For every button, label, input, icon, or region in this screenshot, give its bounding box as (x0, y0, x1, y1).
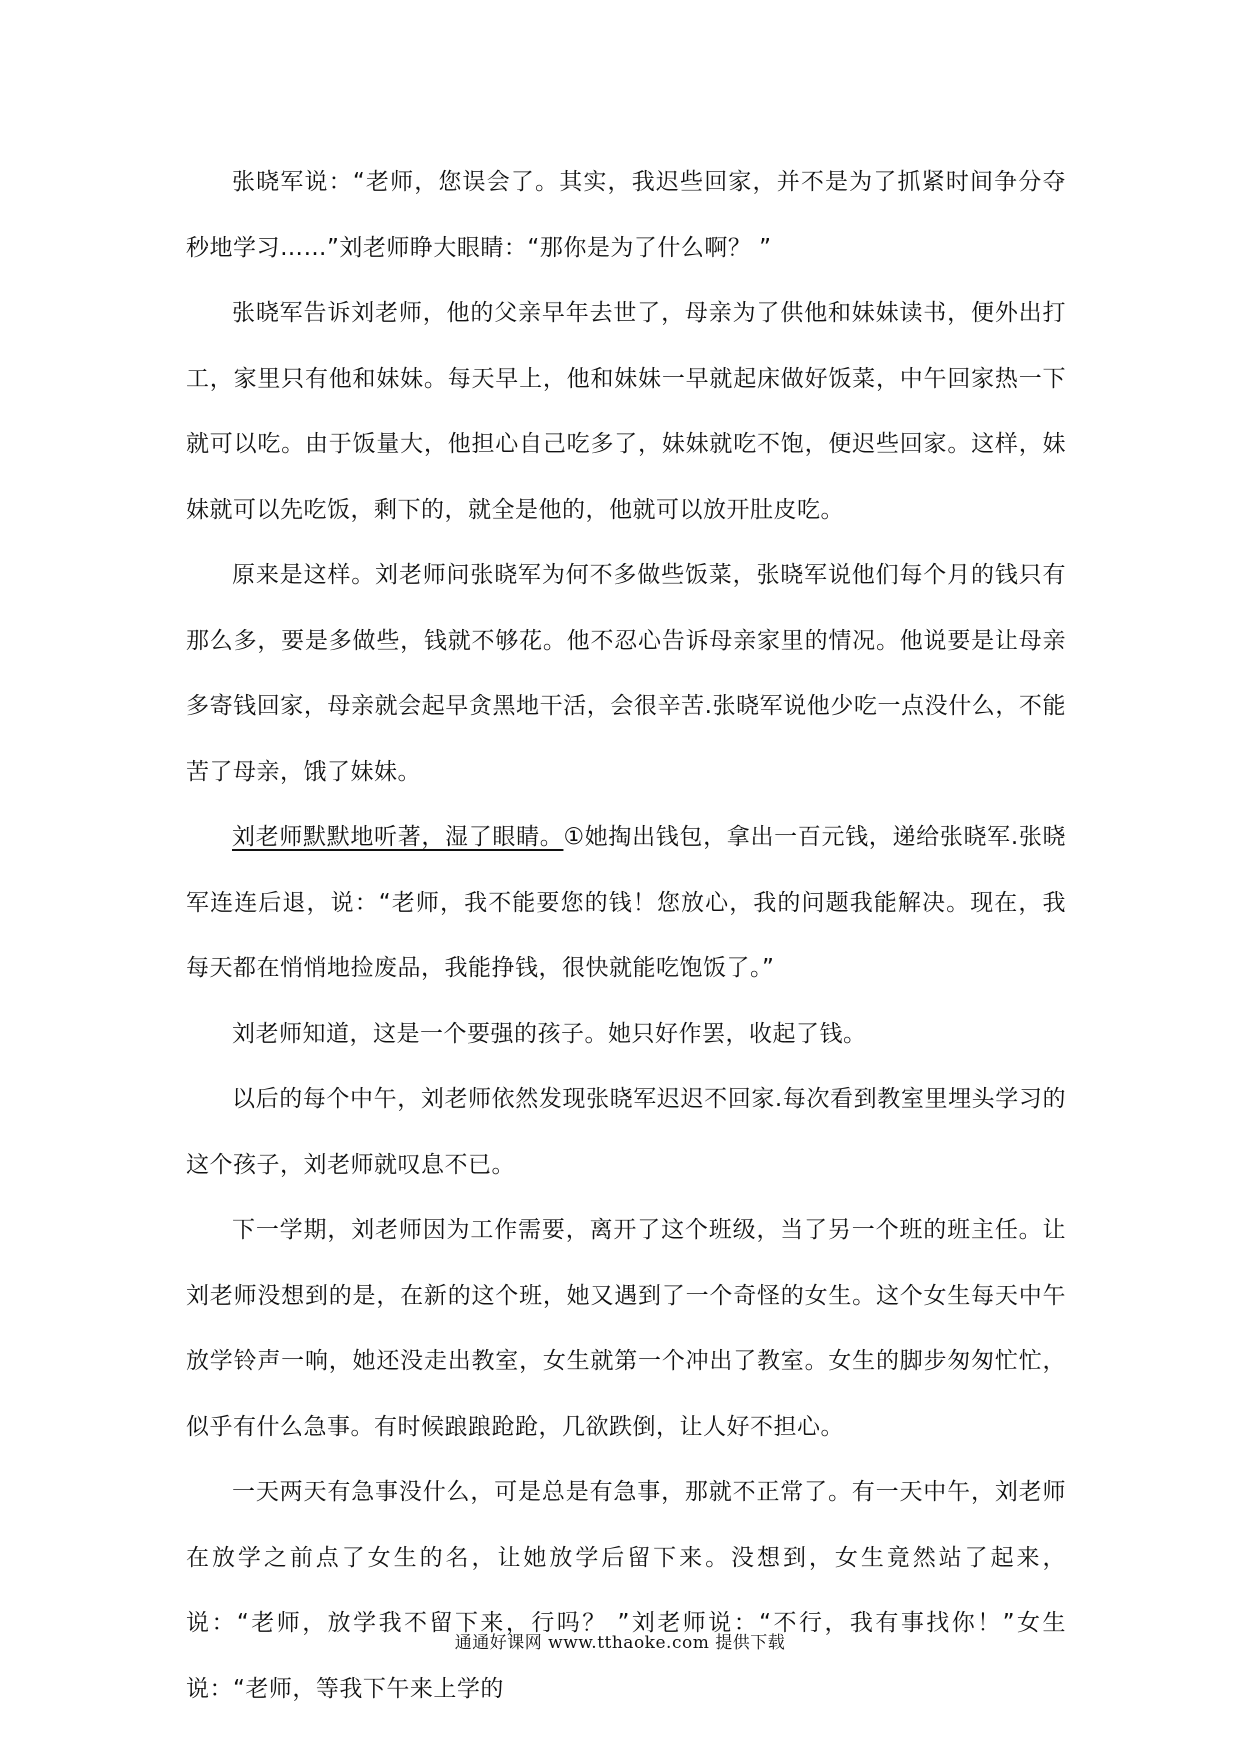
paragraph-7: 下一学期，刘老师因为工作需要，离开了这个班级，当了另一个班的班主任。让刘老师没想到的是，在新的这个班，她又遇到了一个奇怪的女生。这个女生每天中午放学铃声一响，她还没走出教室，女生就第一个冲出了教室。女生的脚步匆匆忙忙，似乎有什么急事。有时候踉踉跄跄，几欲跌倒，让人好不担心。 (186, 1217, 1066, 1440)
paragraph-4 (186, 805, 1066, 1002)
document-body (186, 150, 1066, 1722)
paragraph-4-rest: ①她掏出钱包，拿出一百元钱，递给张晓军.张晓 军连连后退，说：“老师，我不能要您的钱！您放心，我的问题我能解决。现在，我每天都在悄悄地捡废品，我能挣钱，很快就能吃饱饭了。” (186, 824, 1067, 981)
paragraph-6: 以后的每个中午，刘老师依然发现张晓军迟迟不回家.每次看到教室里埋头学习的这个孩子，刘老师就叹息不已。 (186, 1086, 1066, 1178)
paragraph-8: 一天两天有急事没什么，可是总是有急事，那就不正常了。有一天中午，刘老师在放学之前点了女生的名，让她放学后留下来。没想到，女生竟然站了起来，说：“老师，放学我不留下来，行吗？ ”刘老师说：“不行，我有事找你！”女生说：“老师，等我下午来上学的 (186, 1479, 1066, 1702)
footer-download-note: 通通好课网 www.tthaoke.com 提供下载 (454, 1633, 786, 1653)
paragraph-2: 张晓军告诉刘老师，他的父亲早年去世了，母亲为了供他和妹妹读书，便外出打工，家里只有他和妹妹。每天早上，他和妹妹一早就起床做好饭菜，中午回家热一下就可以吃。由于饭量大，他担心自己吃多了，妹妹就吃不饱，便迟些回家。这样，妹妹就可以先吃饭，剩下的，就全是他的，他就可以放开肚皮吃。 (186, 300, 1066, 523)
underlined-sentence: 刘老师默默地听著，湿了眼睛。 (232, 824, 564, 850)
paragraph-5: 刘老师知道，这是一个要强的孩子。她只好作罢，收起了钱。 (232, 1020, 867, 1047)
paragraph-3: 原来是这样。刘老师问张晓军为何不多做些饭菜，张晓军说他们每个月的钱只有那么多，要是多做些，钱就不够花。他不忍心告诉母亲家里的情况。他说要是让母亲多寄钱回家，母亲就会起早贪黑地干活，会很辛苦.张晓军说他少吃一点没什么，不能苦了母亲，饿了妹妹。 (186, 562, 1066, 785)
paragraph-1: 张晓军说：“老师，您误会了。其实，我迟些回家，并不是为了抓紧时间争分夺秒地学习……”刘老师睁大眼睛：“那你是为了什么啊？ ” (186, 169, 1066, 261)
